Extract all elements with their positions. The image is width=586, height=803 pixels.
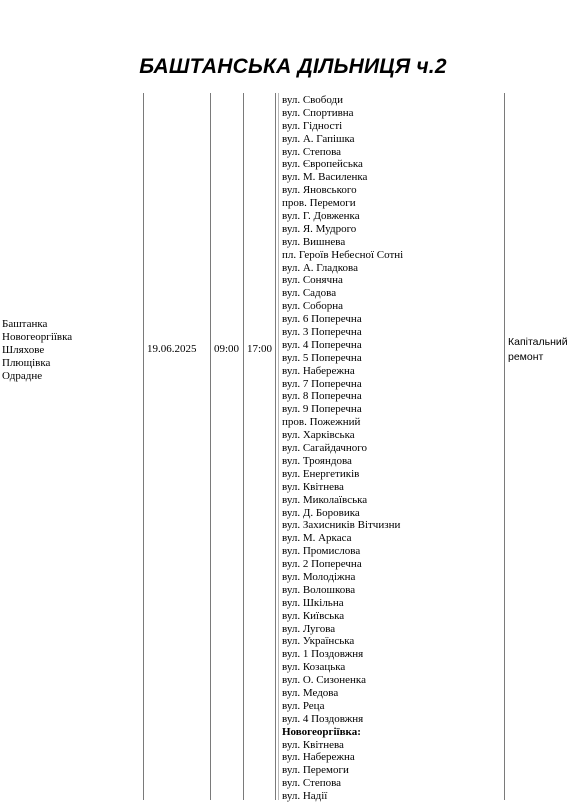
street-item: вул. Українська: [282, 635, 355, 648]
street-item: вул. 8 Поперечна: [282, 390, 362, 403]
settlement-subheading: Новогеоргіївка:: [282, 725, 361, 738]
street-item: вул. Вишнева: [282, 235, 346, 248]
street-item: вул. 6 Поперечна: [282, 313, 362, 326]
column-divider: [243, 93, 244, 800]
street-item: вул. Європейська: [282, 158, 363, 171]
date-cell: 19.06.2025: [147, 343, 197, 355]
settlement-name: Шляхове: [2, 343, 45, 356]
settlement-name: Баштанка: [2, 318, 48, 330]
street-item: вул. Яновського: [282, 184, 357, 197]
time-to-cell: 17:00: [247, 343, 273, 355]
street-item: вул. Квітнева: [282, 738, 344, 751]
street-item: вул. Енергетиків: [282, 467, 360, 480]
street-item: вул. 3 Поперечна: [282, 326, 362, 339]
street-item: вул. Молодіжна: [282, 570, 356, 583]
street-item: вул. 5 Поперечна: [282, 351, 362, 364]
street-item: вул. Медова: [282, 686, 339, 699]
street-item: вул. Козацька: [282, 661, 346, 674]
street-item: пров. Перемоги: [282, 197, 356, 210]
street-item: вул. Реца: [282, 699, 325, 712]
street-item: вул. Шкільна: [282, 596, 344, 609]
reason-cell: Капітальний ремонт: [508, 336, 568, 363]
street-item: вул. Лугова: [282, 622, 336, 635]
street-item: пл. Героїв Небесної Сотні: [282, 248, 404, 261]
street-item: вул. Сагайдачного: [282, 442, 368, 455]
street-item: вул. Набережна: [282, 364, 355, 377]
street-item: вул. Г. Довженка: [282, 210, 360, 223]
column-divider: [278, 93, 279, 800]
street-item: вул. Набережна: [282, 751, 355, 764]
street-item: вул. А. Гладкова: [282, 261, 358, 274]
street-item: вул. Квітнева: [282, 480, 344, 493]
street-item: вул. 9 Поперечна: [282, 403, 362, 416]
column-divider: [504, 93, 505, 800]
street-item: вул. 1 Поздовжня: [282, 648, 364, 661]
street-item: вул. Спортивна: [282, 106, 354, 119]
street-item: пров. Пожежний: [282, 416, 361, 429]
street-item: вул. 4 Поздовжня: [282, 712, 364, 725]
street-item: вул. Київська: [282, 609, 345, 622]
street-item: вул. Свободи: [282, 94, 344, 106]
street-item: вул. Надії: [282, 790, 328, 803]
street-item: вул. Степова: [282, 145, 342, 158]
street-item: вул. Садова: [282, 287, 337, 300]
street-item: вул. Захисників Вітчизни: [282, 519, 401, 532]
street-item: вул. Перемоги: [282, 764, 349, 777]
page-title: БАШТАНСЬКА ДІЛЬНИЦЯ ч.2: [139, 55, 447, 78]
street-item: вул. Харківська: [282, 429, 355, 442]
settlement-name: Плющівка: [2, 356, 51, 369]
time-from-cell: 09:00: [214, 343, 240, 355]
settlements-cell: [2, 318, 72, 383]
street-item: вул. А. Гапішка: [282, 132, 355, 145]
street-item: вул. 7 Поперечна: [282, 377, 362, 390]
streets-cell: [282, 94, 403, 803]
street-item: вул. Я. Мудрого: [282, 222, 357, 235]
settlement-name: Новогеоргіївка: [2, 330, 73, 343]
street-item: вул. Трояндова: [282, 454, 352, 467]
street-item: вул. Д. Боровика: [282, 506, 360, 519]
street-item: вул. Волошкова: [282, 583, 356, 596]
street-item: вул. Гідності: [282, 119, 343, 132]
street-item: вул. 4 Поперечна: [282, 338, 362, 351]
street-item: вул. Сонячна: [282, 274, 343, 287]
street-item: вул. М. Василенка: [282, 171, 368, 184]
column-divider: [210, 93, 211, 800]
street-item: вул. Миколаївська: [282, 493, 368, 506]
street-item: вул. О. Сизоненка: [282, 674, 366, 687]
street-item: вул. 2 Поперечна: [282, 558, 362, 571]
street-item: вул. Промислова: [282, 545, 361, 558]
outage-table: [0, 93, 586, 803]
settlement-name: Одрадне: [2, 369, 43, 382]
street-item: вул. Степова: [282, 777, 342, 790]
street-item: вул. М. Аркаса: [282, 532, 352, 545]
column-divider: [275, 93, 276, 800]
street-item: вул. Соборна: [282, 300, 344, 313]
column-divider: [143, 93, 144, 800]
